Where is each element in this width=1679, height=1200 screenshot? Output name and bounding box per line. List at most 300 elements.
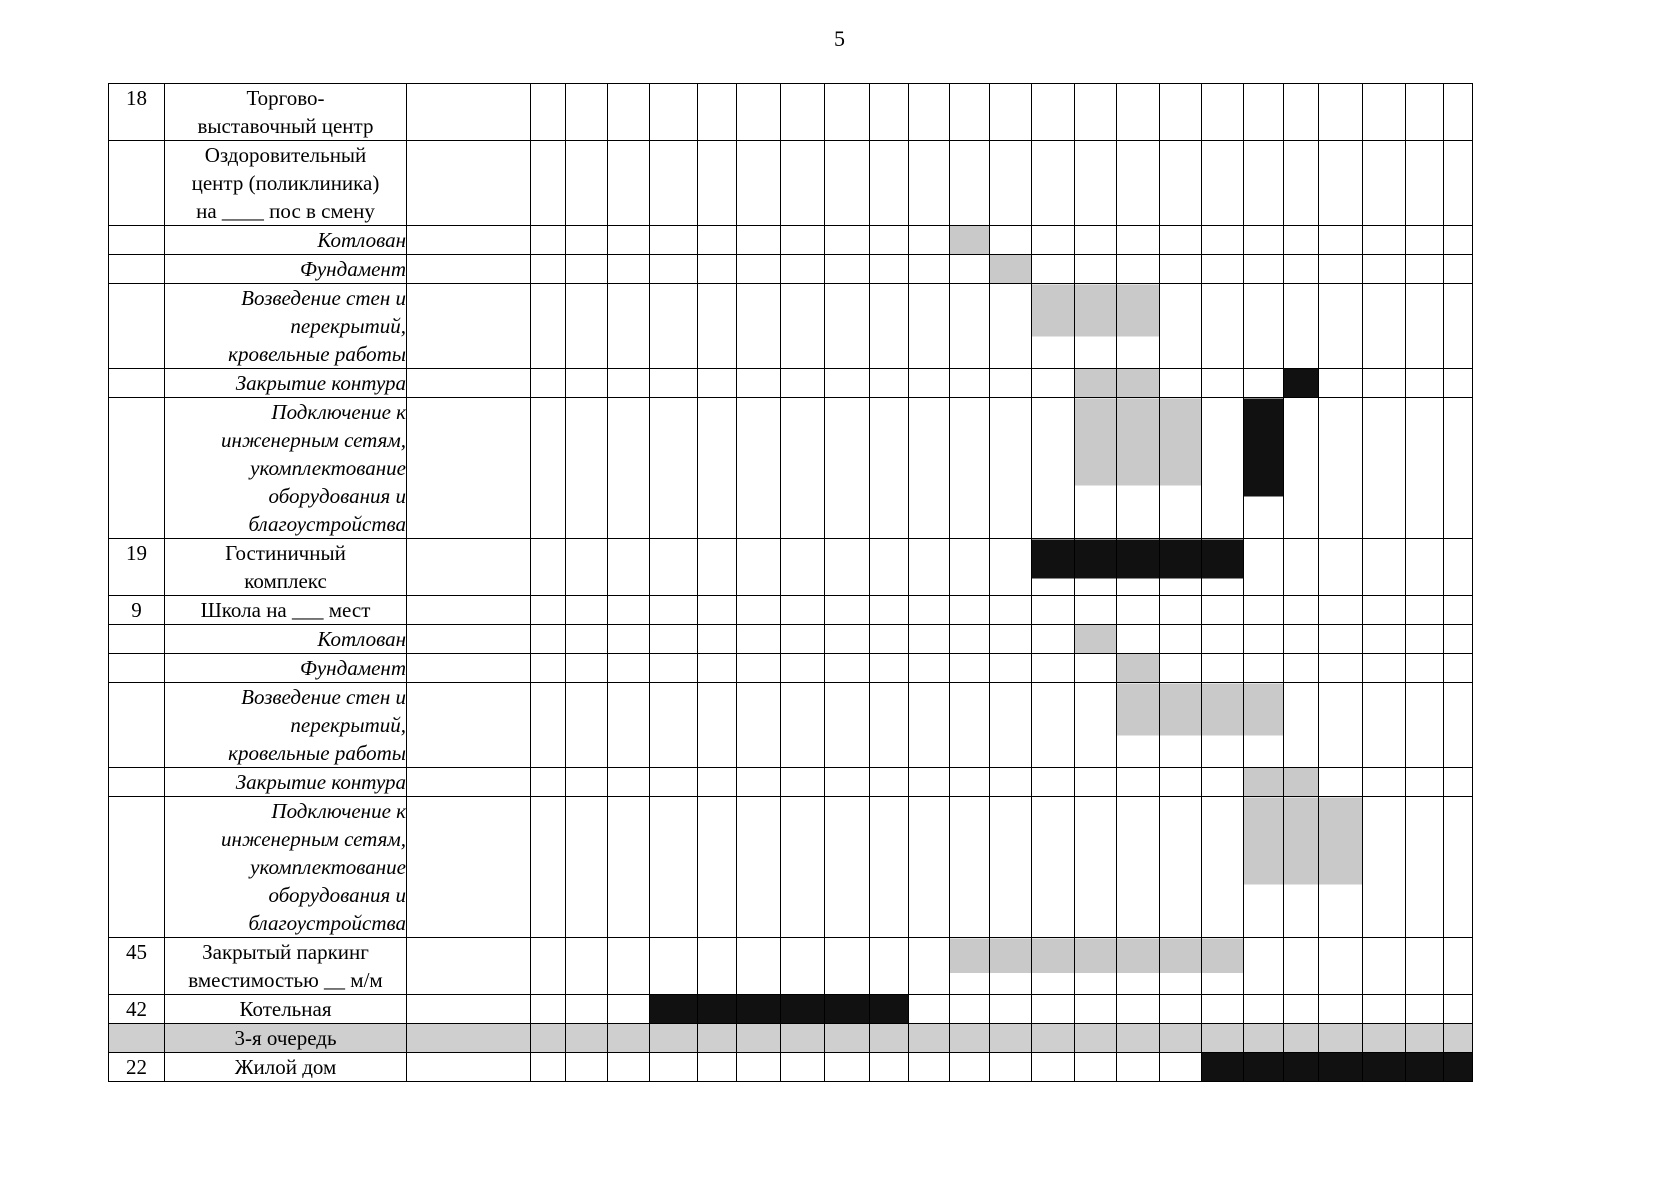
- schedule-cell: [1444, 683, 1473, 768]
- schedule-cell: [870, 398, 909, 539]
- schedule-cell: [1160, 938, 1202, 995]
- row-name: Подключение к инженерным сетям, укомплектование оборудования и благоустройства: [165, 398, 407, 539]
- table-row: [109, 625, 1473, 654]
- schedule-cell: [950, 539, 990, 596]
- schedule-cell: [1202, 938, 1244, 995]
- schedule-cell: [608, 284, 650, 369]
- schedule-cell: [1444, 141, 1473, 226]
- schedule-cell: [1284, 797, 1319, 938]
- row-number: 22: [109, 1053, 165, 1082]
- schedule-cell: [1406, 141, 1444, 226]
- schedule-cell: [1319, 255, 1363, 284]
- schedule-cell: [1244, 938, 1284, 995]
- schedule-cell: [1117, 1053, 1160, 1082]
- schedule-cell: [1284, 369, 1319, 398]
- schedule-cell: [1244, 768, 1284, 797]
- schedule-cell: [698, 255, 737, 284]
- schedule-cell: [1117, 141, 1160, 226]
- schedule-cell: [1319, 284, 1363, 369]
- schedule-cell: [781, 654, 825, 683]
- schedule-cell: [1117, 768, 1160, 797]
- schedule-cell: [1032, 284, 1075, 369]
- schedule-cell: [950, 398, 990, 539]
- schedule-cell: [1244, 284, 1284, 369]
- schedule-cell: [1363, 1053, 1406, 1082]
- schedule-cell: [909, 539, 950, 596]
- schedule-cell: [608, 683, 650, 768]
- schedule-cell: [825, 255, 870, 284]
- schedule-cell: [1363, 255, 1406, 284]
- row-name: Подключение к инженерным сетям, укомплектование оборудования и благоустройства: [165, 797, 407, 938]
- schedule-cell: [407, 141, 531, 226]
- schedule-cell: [1319, 683, 1363, 768]
- table-row: [109, 768, 1473, 797]
- schedule-cell: [407, 398, 531, 539]
- schedule-cell: [407, 1024, 531, 1053]
- schedule-cell: [825, 654, 870, 683]
- schedule-cell: [909, 995, 950, 1024]
- construction-schedule-table: [108, 83, 1473, 1082]
- schedule-cell: [909, 596, 950, 625]
- schedule-cell: [1117, 84, 1160, 141]
- row-name: Котлован: [165, 226, 407, 255]
- schedule-cell: [1284, 1024, 1319, 1053]
- schedule-cell: [1032, 84, 1075, 141]
- schedule-cell: [407, 84, 531, 141]
- schedule-cell: [1075, 596, 1117, 625]
- table-row: [109, 683, 1473, 768]
- schedule-cell: [870, 596, 909, 625]
- schedule-cell: [1075, 625, 1117, 654]
- schedule-cell: [531, 797, 566, 938]
- table-row: [109, 539, 1473, 596]
- schedule-cell: [531, 654, 566, 683]
- schedule-cell: [990, 398, 1032, 539]
- schedule-cell: [781, 938, 825, 995]
- schedule-cell: [870, 284, 909, 369]
- row-number: [109, 255, 165, 284]
- schedule-cell: [825, 683, 870, 768]
- schedule-cell: [990, 539, 1032, 596]
- schedule-cell: [781, 1024, 825, 1053]
- schedule-cell: [608, 938, 650, 995]
- schedule-cell: [1363, 995, 1406, 1024]
- schedule-cell: [1319, 398, 1363, 539]
- schedule-cell: [608, 141, 650, 226]
- schedule-cell: [1160, 84, 1202, 141]
- schedule-cell: [1032, 768, 1075, 797]
- schedule-cell: [1284, 1053, 1319, 1082]
- schedule-cell: [737, 995, 781, 1024]
- schedule-cell: [737, 938, 781, 995]
- schedule-cell: [1319, 226, 1363, 255]
- schedule-cell: [1363, 284, 1406, 369]
- row-name: Школа на ___ мест: [165, 596, 407, 625]
- page-number: 5: [834, 26, 845, 51]
- schedule-cell: [1075, 654, 1117, 683]
- schedule-cell: [1444, 226, 1473, 255]
- schedule-cell: [909, 369, 950, 398]
- schedule-cell: [698, 141, 737, 226]
- schedule-cell: [950, 683, 990, 768]
- schedule-cell: [1444, 255, 1473, 284]
- schedule-cell: [781, 995, 825, 1024]
- schedule-cell: [650, 1024, 698, 1053]
- schedule-cell: [1363, 683, 1406, 768]
- row-number: [109, 369, 165, 398]
- schedule-cell: [1202, 797, 1244, 938]
- schedule-cell: [825, 995, 870, 1024]
- schedule-cell: [1117, 1024, 1160, 1053]
- schedule-cell: [1319, 1053, 1363, 1082]
- schedule-cell: [1160, 141, 1202, 226]
- schedule-cell: [698, 995, 737, 1024]
- schedule-cell: [1075, 141, 1117, 226]
- schedule-body: [109, 84, 1473, 1082]
- schedule-cell: [1284, 284, 1319, 369]
- schedule-cell: [566, 141, 608, 226]
- schedule-cell: [1244, 226, 1284, 255]
- schedule-cell: [608, 797, 650, 938]
- schedule-cell: [825, 938, 870, 995]
- table-row: [109, 255, 1473, 284]
- schedule-cell: [781, 683, 825, 768]
- schedule-cell: [1032, 369, 1075, 398]
- schedule-cell: [737, 596, 781, 625]
- schedule-cell: [1444, 284, 1473, 369]
- schedule-cell: [608, 84, 650, 141]
- schedule-cell: [566, 1024, 608, 1053]
- schedule-cell: [698, 226, 737, 255]
- schedule-cell: [825, 625, 870, 654]
- schedule-cell: [531, 84, 566, 141]
- schedule-cell: [1075, 369, 1117, 398]
- schedule-cell: [1075, 539, 1117, 596]
- schedule-cell: [1202, 255, 1244, 284]
- row-name: 3-я очередь: [165, 1024, 407, 1053]
- schedule-cell: [698, 539, 737, 596]
- schedule-cell: [1032, 398, 1075, 539]
- schedule-cell: [1406, 369, 1444, 398]
- schedule-cell: [1244, 683, 1284, 768]
- schedule-cell: [1160, 625, 1202, 654]
- schedule-cell: [531, 995, 566, 1024]
- schedule-cell: [1363, 797, 1406, 938]
- schedule-cell: [698, 369, 737, 398]
- schedule-cell: [1444, 768, 1473, 797]
- schedule-cell: [1363, 938, 1406, 995]
- schedule-cell: [566, 369, 608, 398]
- row-number: 45: [109, 938, 165, 995]
- schedule-cell: [825, 226, 870, 255]
- schedule-cell: [1406, 398, 1444, 539]
- schedule-cell: [1444, 797, 1473, 938]
- schedule-cell: [1117, 596, 1160, 625]
- schedule-cell: [781, 1053, 825, 1082]
- schedule-cell: [1363, 768, 1406, 797]
- schedule-cell: [1444, 398, 1473, 539]
- schedule-cell: [1363, 398, 1406, 539]
- schedule-cell: [1160, 1024, 1202, 1053]
- schedule-cell: [1444, 596, 1473, 625]
- schedule-cell: [909, 938, 950, 995]
- schedule-cell: [608, 398, 650, 539]
- schedule-cell: [407, 284, 531, 369]
- row-number: [109, 226, 165, 255]
- schedule-cell: [1075, 797, 1117, 938]
- schedule-cell: [950, 768, 990, 797]
- schedule-cell: [1406, 539, 1444, 596]
- schedule-cell: [1117, 255, 1160, 284]
- schedule-cell: [531, 539, 566, 596]
- schedule-cell: [650, 797, 698, 938]
- row-number: [109, 284, 165, 369]
- schedule-cell: [990, 683, 1032, 768]
- schedule-cell: [950, 625, 990, 654]
- schedule-cell: [1202, 654, 1244, 683]
- schedule-cell: [1202, 284, 1244, 369]
- schedule-cell: [737, 369, 781, 398]
- schedule-cell: [781, 596, 825, 625]
- schedule-cell: [990, 625, 1032, 654]
- schedule-cell: [650, 226, 698, 255]
- schedule-cell: [990, 84, 1032, 141]
- row-name: Закрытый паркинг вместимостью __ м/м: [165, 938, 407, 995]
- schedule-cell: [1032, 683, 1075, 768]
- schedule-cell: [1117, 654, 1160, 683]
- table-row: [109, 284, 1473, 369]
- schedule-cell: [1160, 683, 1202, 768]
- schedule-cell: [825, 797, 870, 938]
- schedule-cell: [407, 369, 531, 398]
- schedule-cell: [825, 141, 870, 226]
- schedule-cell: [650, 539, 698, 596]
- schedule-cell: [566, 539, 608, 596]
- schedule-cell: [1075, 1024, 1117, 1053]
- schedule-cell: [950, 995, 990, 1024]
- schedule-cell: [1202, 398, 1244, 539]
- schedule-cell: [650, 768, 698, 797]
- schedule-cell: [737, 141, 781, 226]
- schedule-cell: [407, 539, 531, 596]
- schedule-cell: [990, 255, 1032, 284]
- schedule-cell: [608, 995, 650, 1024]
- schedule-cell: [825, 84, 870, 141]
- schedule-cell: [781, 398, 825, 539]
- schedule-cell: [1160, 995, 1202, 1024]
- schedule-cell: [608, 255, 650, 284]
- schedule-cell: [950, 226, 990, 255]
- schedule-cell: [1075, 398, 1117, 539]
- schedule-cell: [407, 226, 531, 255]
- schedule-cell: [1202, 226, 1244, 255]
- schedule-cell: [1202, 369, 1244, 398]
- schedule-cell: [870, 768, 909, 797]
- row-name: Закрытие контура: [165, 768, 407, 797]
- schedule-cell: [1406, 797, 1444, 938]
- schedule-cell: [1117, 226, 1160, 255]
- schedule-cell: [1202, 995, 1244, 1024]
- schedule-cell: [990, 141, 1032, 226]
- schedule-cell: [1160, 398, 1202, 539]
- schedule-cell: [698, 398, 737, 539]
- schedule-cell: [698, 84, 737, 141]
- row-name: Гостиничный комплекс: [165, 539, 407, 596]
- schedule-cell: [909, 141, 950, 226]
- row-number: [109, 141, 165, 226]
- schedule-cell: [407, 995, 531, 1024]
- schedule-cell: [870, 255, 909, 284]
- row-number: 18: [109, 84, 165, 141]
- schedule-cell: [531, 625, 566, 654]
- schedule-cell: [737, 768, 781, 797]
- schedule-cell: [566, 398, 608, 539]
- schedule-cell: [531, 284, 566, 369]
- schedule-cell: [1363, 84, 1406, 141]
- schedule-cell: [1244, 797, 1284, 938]
- schedule-cell: [870, 625, 909, 654]
- schedule-cell: [1160, 284, 1202, 369]
- schedule-cell: [825, 398, 870, 539]
- schedule-cell: [650, 398, 698, 539]
- schedule-cell: [1202, 539, 1244, 596]
- schedule-cell: [950, 369, 990, 398]
- schedule-cell: [566, 683, 608, 768]
- schedule-cell: [870, 683, 909, 768]
- table-row: [109, 226, 1473, 255]
- schedule-cell: [1202, 683, 1244, 768]
- schedule-cell: [990, 1024, 1032, 1053]
- schedule-cell: [909, 398, 950, 539]
- schedule-cell: [1319, 539, 1363, 596]
- schedule-cell: [1284, 654, 1319, 683]
- schedule-cell: [566, 797, 608, 938]
- schedule-cell: [1406, 284, 1444, 369]
- schedule-cell: [1444, 995, 1473, 1024]
- schedule-cell: [1244, 1024, 1284, 1053]
- schedule-cell: [870, 141, 909, 226]
- schedule-cell: [650, 284, 698, 369]
- schedule-cell: [950, 797, 990, 938]
- schedule-cell: [407, 768, 531, 797]
- schedule-cell: [1075, 284, 1117, 369]
- schedule-cell: [1363, 539, 1406, 596]
- schedule-cell: [1032, 226, 1075, 255]
- schedule-cell: [950, 1053, 990, 1082]
- schedule-cell: [1160, 255, 1202, 284]
- schedule-cell: [870, 1053, 909, 1082]
- schedule-cell: [870, 226, 909, 255]
- schedule-cell: [566, 995, 608, 1024]
- schedule-cell: [698, 654, 737, 683]
- schedule-cell: [1444, 938, 1473, 995]
- schedule-cell: [737, 654, 781, 683]
- schedule-cell: [1319, 938, 1363, 995]
- schedule-cell: [1202, 1053, 1244, 1082]
- schedule-cell: [870, 84, 909, 141]
- schedule-cell: [781, 369, 825, 398]
- row-number: 42: [109, 995, 165, 1024]
- schedule-cell: [870, 797, 909, 938]
- schedule-cell: [825, 284, 870, 369]
- schedule-cell: [1117, 995, 1160, 1024]
- schedule-cell: [1444, 84, 1473, 141]
- schedule-cell: [650, 369, 698, 398]
- schedule-cell: [531, 938, 566, 995]
- row-number: [109, 398, 165, 539]
- schedule-cell: [781, 284, 825, 369]
- schedule-cell: [737, 1024, 781, 1053]
- schedule-cell: [1160, 768, 1202, 797]
- row-name: Возведение стен и перекрытий, кровельные работы: [165, 284, 407, 369]
- schedule-cell: [608, 369, 650, 398]
- schedule-cell: [698, 1024, 737, 1053]
- schedule-cell: [1319, 596, 1363, 625]
- schedule-cell: [1319, 84, 1363, 141]
- schedule-cell: [1075, 84, 1117, 141]
- schedule-cell: [990, 596, 1032, 625]
- schedule-cell: [698, 1053, 737, 1082]
- schedule-cell: [781, 625, 825, 654]
- schedule-cell: [1202, 625, 1244, 654]
- schedule-cell: [1406, 255, 1444, 284]
- schedule-cell: [1202, 84, 1244, 141]
- schedule-cell: [1284, 768, 1319, 797]
- schedule-cell: [1032, 797, 1075, 938]
- table-row: [109, 1024, 1473, 1053]
- schedule-cell: [1363, 625, 1406, 654]
- schedule-cell: [608, 226, 650, 255]
- schedule-cell: [737, 284, 781, 369]
- schedule-cell: [1319, 141, 1363, 226]
- schedule-cell: [1244, 255, 1284, 284]
- schedule-cell: [950, 255, 990, 284]
- row-number: [109, 683, 165, 768]
- schedule-cell: [990, 1053, 1032, 1082]
- schedule-cell: [950, 284, 990, 369]
- schedule-cell: [650, 995, 698, 1024]
- schedule-cell: [1202, 141, 1244, 226]
- schedule-cell: [608, 768, 650, 797]
- schedule-cell: [1406, 1024, 1444, 1053]
- schedule-cell: [1075, 938, 1117, 995]
- schedule-cell: [1244, 654, 1284, 683]
- schedule-cell: [650, 625, 698, 654]
- schedule-cell: [698, 797, 737, 938]
- schedule-cell: [608, 654, 650, 683]
- schedule-cell: [1406, 995, 1444, 1024]
- schedule-cell: [909, 654, 950, 683]
- schedule-cell: [909, 226, 950, 255]
- schedule-cell: [407, 625, 531, 654]
- table-row: [109, 654, 1473, 683]
- schedule-cell: [909, 1024, 950, 1053]
- schedule-cell: [909, 255, 950, 284]
- schedule-cell: [1363, 596, 1406, 625]
- schedule-cell: [1202, 1024, 1244, 1053]
- schedule-cell: [909, 1053, 950, 1082]
- schedule-cell: [825, 539, 870, 596]
- row-number: 9: [109, 596, 165, 625]
- schedule-cell: [650, 84, 698, 141]
- schedule-cell: [950, 1024, 990, 1053]
- schedule-cell: [566, 84, 608, 141]
- schedule-cell: [1032, 654, 1075, 683]
- row-name: Возведение стен и перекрытий, кровельные работы: [165, 683, 407, 768]
- schedule-cell: [531, 255, 566, 284]
- schedule-cell: [1406, 768, 1444, 797]
- schedule-cell: [1032, 995, 1075, 1024]
